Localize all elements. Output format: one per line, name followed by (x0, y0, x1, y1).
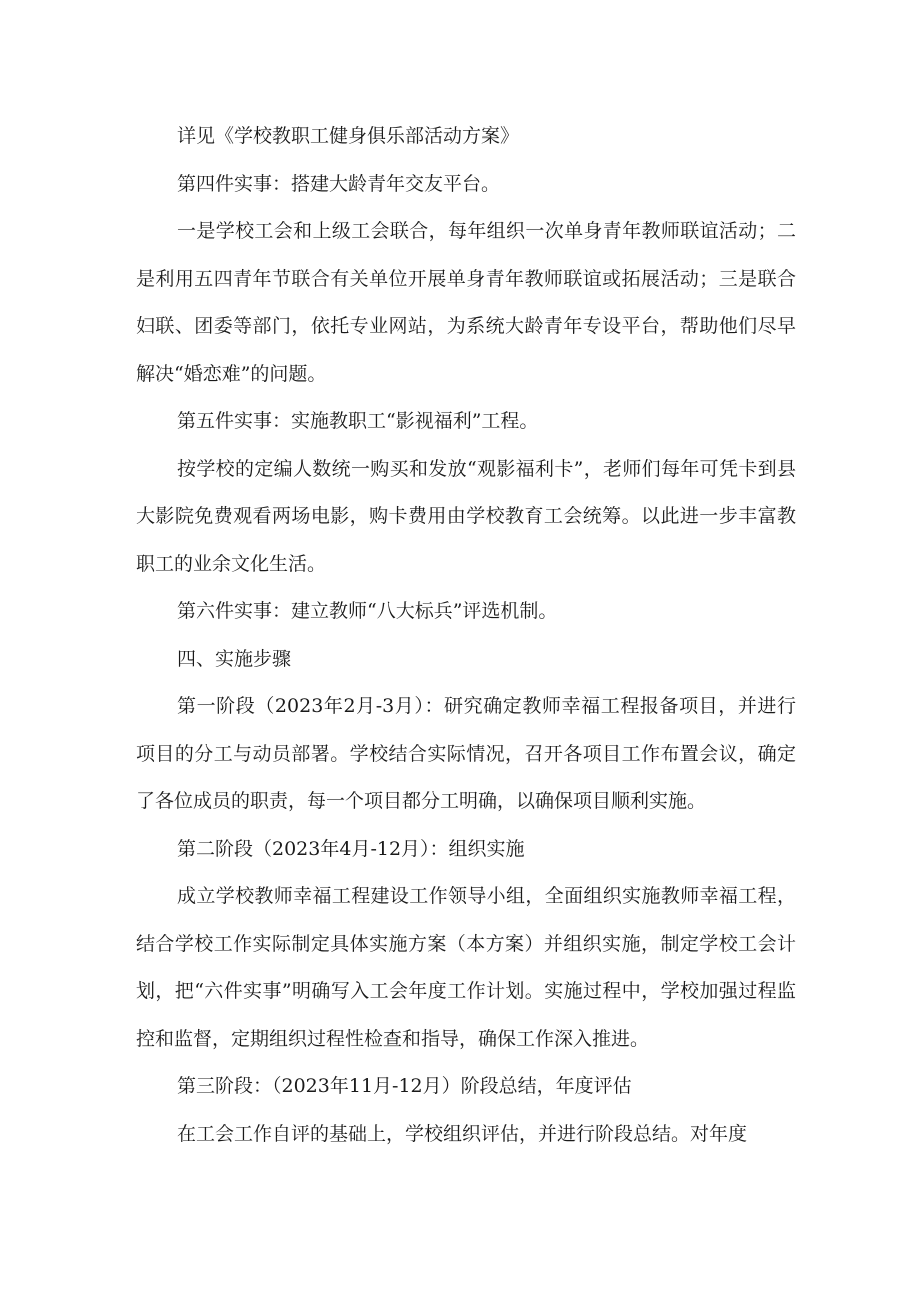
paragraph-item-five-heading: 第五件实事：实施教职工“影视福利”工程。 (177, 410, 539, 432)
paragraph-item-four-heading: 第四件实事：搭建大龄青年交友平台。 (177, 172, 501, 195)
section-heading-implementation-steps: 四、实施步骤 (177, 647, 292, 670)
paragraph-phase-two-heading: 第二阶段（2023年4月-12月）：组织实施 (177, 837, 525, 860)
paragraph-phase-three-body: 在工会工作自评的基础上，学校组织评估，并进行阶段总结。对年度 (177, 1122, 748, 1145)
paragraph-item-four-body: 一是学校工会和上级工会联合，每年组织一次单身青年教师联谊活动；二是利用五四青年节联合有关单位开展单身青年教师联谊或拓展活动；三是联合妇联、团委等部门，依托专业网站，为系统大龄青年专设平台，帮助他们尽早解决“婚恋难”的问题。 (136, 220, 796, 385)
paragraph-item-six-heading: 第六件实事：建立教师“八大标兵”评选机制。 (177, 600, 558, 622)
paragraph-item-five-body: 按学校的定编人数统一购买和发放“观影福利卡”，老师们每年可凭卡到县大影院免费观看两场电影，购卡费用由学校教育工会统筹。以此进一步丰富教职工的业余文化生活。 (136, 457, 796, 575)
paragraph-phase-two-body: 成立学校教师幸福工程建设工作领导小组，全面组织实施教师幸福工程，结合学校工作实际制定具体实施方案（本方案）并组织实施，制定学校工会计划，把“六件实事”明确写入工会年度工作计划。实施过程中，学校加强过程监控和监督，定期组织过程性检查和指导，确保工作深入推进。 (136, 885, 796, 1050)
paragraph-phase-three-heading: 第三阶段：（2023年11月-12月）阶段总结，年度评估 (177, 1075, 632, 1097)
document-body (136, 113, 796, 1158)
paragraph-club-plan-reference: 详见《学校教职工健身俱乐部活动方案》 (177, 125, 520, 147)
paragraph-phase-one: 第一阶段（2023年2月-3月）：研究确定教师幸福工程报备项目，并进行项目的分工与动员部署。学校结合实际情况，召开各项目工作布置会议，确定了各位成员的职责，每一个项目都分工明确，以确保项目顺利实施。 (136, 695, 796, 812)
